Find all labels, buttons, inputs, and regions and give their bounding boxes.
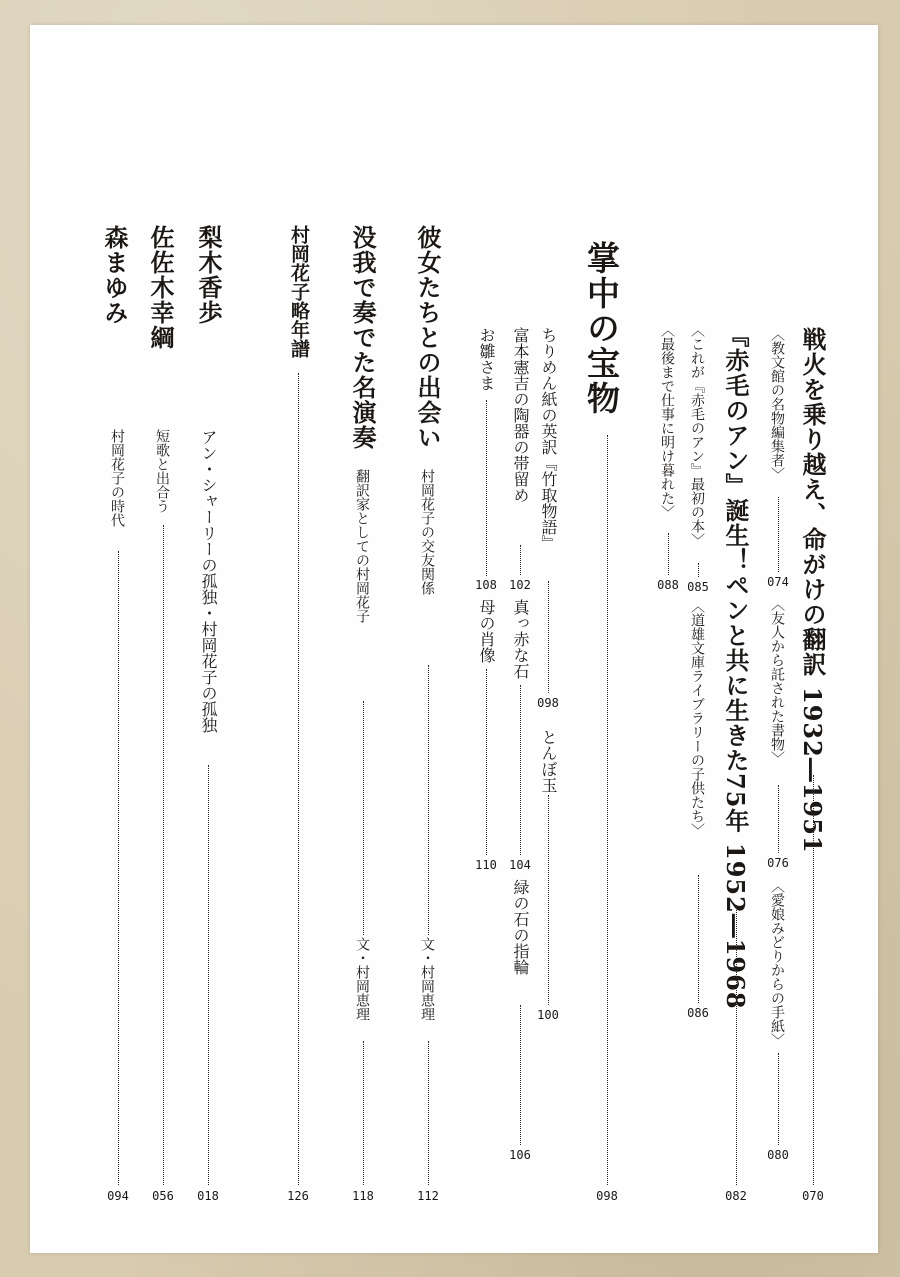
leader-dots	[736, 905, 737, 1185]
page-number: 106	[509, 1148, 531, 1162]
page-number: 102	[509, 578, 531, 592]
leader-dots	[486, 400, 487, 576]
section-performance-subtitle: 翻訳家としての村岡花子	[354, 469, 370, 623]
page-number: 018	[197, 1189, 219, 1203]
treasure-item-2[interactable]: とんぼ玉	[539, 729, 558, 793]
author-mori-essay[interactable]: 村岡花子の時代	[109, 429, 125, 527]
page-number: 100	[537, 1008, 559, 1022]
section-war-years: 1932―1951	[798, 687, 827, 854]
anne-item-1[interactable]: 〈これが『赤毛のアン』最初の本〉	[689, 323, 705, 547]
leader-dots	[520, 685, 521, 855]
treasure-item-5[interactable]: 緑の石の指輪	[511, 879, 530, 975]
author-nashiki-name[interactable]: 梨木香歩	[194, 225, 223, 325]
treasure-item-6[interactable]: お雛さま	[477, 327, 496, 391]
leader-dots	[778, 1053, 779, 1145]
section-performance-title[interactable]: 没我で奏でた名演奏	[348, 225, 377, 450]
section-anne-title-text: 『赤毛のアン』誕生！ペンと共に生きた75年	[721, 323, 750, 834]
anne-item-3[interactable]: 〈最後まで仕事に明け暮れた〉	[659, 323, 675, 519]
war-item-2[interactable]: 〈友人から託された書物〉	[769, 597, 785, 765]
page-number: 076	[767, 856, 789, 870]
page-number: 086	[687, 1006, 709, 1020]
toc-page	[30, 25, 878, 1253]
page-number: 098	[596, 1189, 618, 1203]
leader-dots	[363, 1041, 364, 1185]
leader-dots	[698, 875, 699, 1003]
section-friends-author: 文・村岡恵理	[419, 937, 435, 1021]
treasure-item-4[interactable]: 真っ赤な石	[511, 599, 530, 679]
treasure-item-3[interactable]: 富本憲吉の陶器の帯留め	[511, 327, 530, 503]
leader-dots	[428, 665, 429, 935]
leader-dots	[548, 795, 549, 1005]
page-number: 104	[509, 858, 531, 872]
war-item-3[interactable]: 〈愛娘みどりからの手紙〉	[769, 879, 785, 1047]
leader-dots	[668, 533, 669, 575]
section-friends-title[interactable]: 彼女たちとの出会い	[413, 225, 442, 450]
page-number: 118	[352, 1189, 374, 1203]
leader-dots	[778, 785, 779, 853]
page-number: 080	[767, 1148, 789, 1162]
section-war-title-text: 戦火を乗り越え、命がけの翻訳	[798, 327, 827, 677]
section-treasure-title[interactable]: 掌中の宝物	[582, 241, 621, 416]
page-number: 112	[417, 1189, 439, 1203]
section-war-title[interactable]	[798, 327, 827, 854]
section-anne-years: 1952―1968	[721, 843, 750, 1010]
leader-dots	[208, 765, 209, 1185]
page-number: 094	[107, 1189, 129, 1203]
page-number: 056	[152, 1189, 174, 1203]
war-item-1[interactable]: 〈教文館の名物編集者〉	[769, 327, 785, 481]
section-friends-subtitle: 村岡花子の交友関係	[419, 469, 435, 595]
leader-dots	[298, 373, 299, 1185]
page-number: 074	[767, 575, 789, 589]
author-sasaki-essay[interactable]: 短歌と出合う	[154, 429, 170, 513]
section-performance-author: 文・村岡恵理	[354, 937, 370, 1021]
page-number: 126	[287, 1189, 309, 1203]
page-number: 085	[687, 580, 709, 594]
section-anne-title[interactable]	[721, 323, 750, 1010]
anne-item-2[interactable]: 〈道雄文庫ライブラリーの子供たち〉	[689, 599, 705, 837]
author-mori-name[interactable]: 森まゆみ	[100, 225, 129, 325]
leader-dots	[698, 563, 699, 577]
page-number: 088	[657, 578, 679, 592]
leader-dots	[548, 581, 549, 693]
page-number: 098	[537, 696, 559, 710]
section-chronology-title[interactable]: 村岡花子略年譜	[288, 225, 310, 358]
author-nashiki-essay[interactable]: アン・シャーリーの孤独・村岡花子の孤独	[199, 429, 218, 733]
page-number: 082	[725, 1189, 747, 1203]
leader-dots	[118, 551, 119, 1185]
leader-dots	[520, 1005, 521, 1145]
leader-dots	[813, 775, 814, 1185]
page-number: 070	[802, 1189, 824, 1203]
leader-dots	[778, 497, 779, 572]
leader-dots	[428, 1041, 429, 1185]
page-number: 110	[475, 858, 497, 872]
leader-dots	[486, 669, 487, 855]
treasure-item-1[interactable]: ちりめん紙の英訳『竹取物語』	[539, 327, 558, 551]
leader-dots	[607, 435, 608, 1185]
leader-dots	[163, 525, 164, 1185]
leader-dots	[520, 545, 521, 575]
leader-dots	[363, 701, 364, 935]
page-number: 108	[475, 578, 497, 592]
treasure-item-7[interactable]: 母の肖像	[477, 599, 496, 663]
author-sasaki-name[interactable]: 佐佐木幸綱	[146, 225, 175, 350]
